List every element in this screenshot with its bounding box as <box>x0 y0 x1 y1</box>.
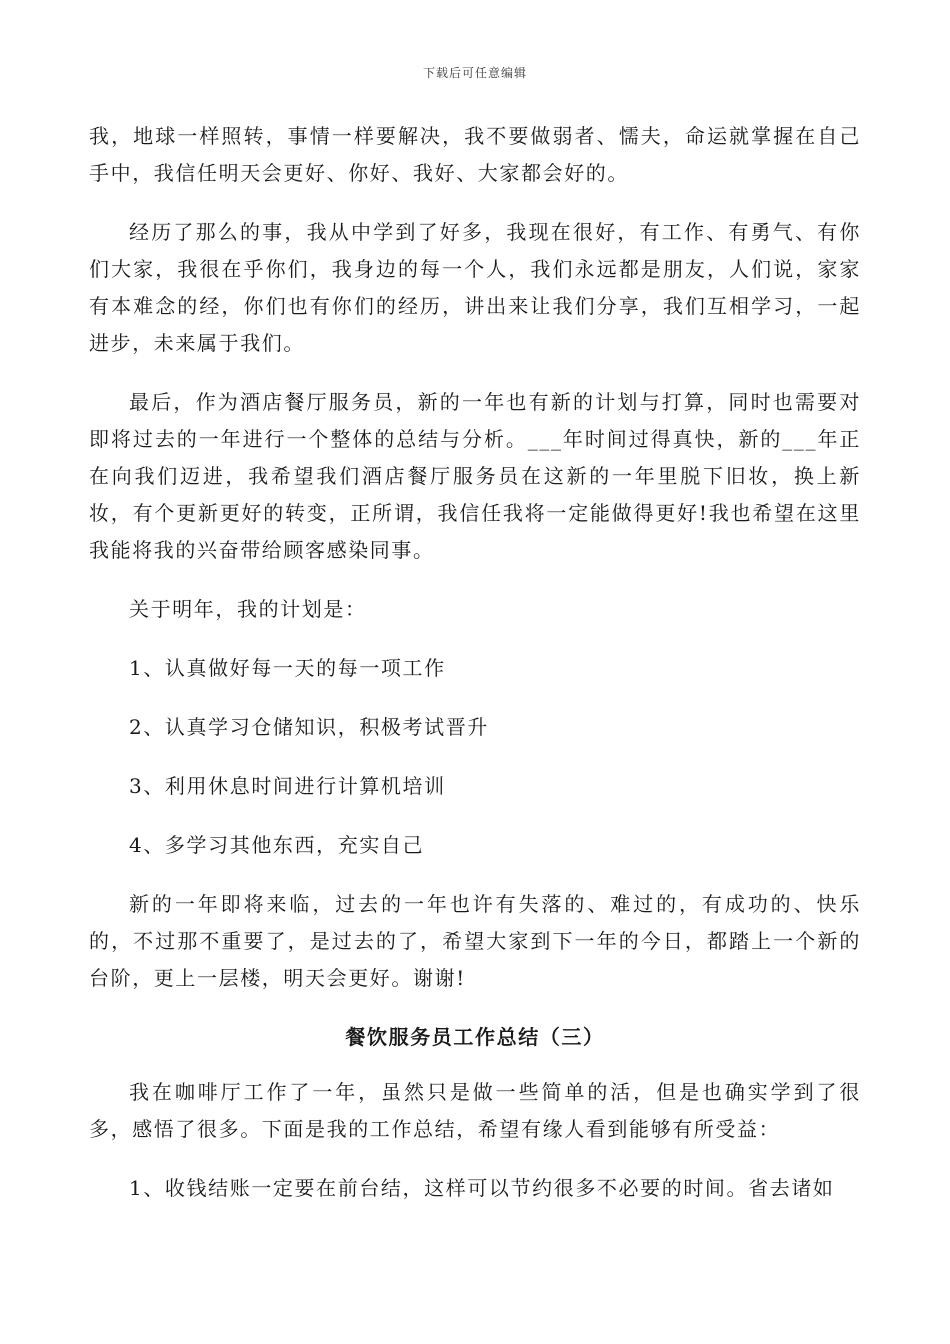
paragraph-5: 新的一年即将来临，过去的一年也许有失落的、难过的，有成功的、快乐的，不过那不重要了，是过去的了，希望大家到下一年的今日，都踏上一个新的台阶，更上一层楼，明天会更好。谢谢! <box>89 892 861 990</box>
list-item: 2、认真学习仓储知识，积极考试晋升 <box>129 715 489 739</box>
paragraph-4: 关于明年，我的计划是： <box>129 597 367 621</box>
list-item: 4、多学习其他东西，充实自己 <box>129 833 425 857</box>
section-heading: 餐饮服务员工作总结（三） <box>345 1025 605 1049</box>
list-item: 1、认真做好每一天的每一项工作 <box>129 656 446 680</box>
paragraph-7: 1、收钱结账一定要在前台结，这样可以节约很多不必要的时间。省去诸如 <box>129 1176 835 1200</box>
list-item: 3、利用休息时间进行计算机培训 <box>129 774 446 798</box>
document-body <box>89 118 861 1229</box>
paragraph-3: 最后，作为酒店餐厅服务员，新的一年也有新的计划与打算，同时也需要对即将过去的一年进行一个整体的总结与分析。___年时间过得真快，新的___年正在向我们迈进，我希望我们酒店餐厅服务员在这新的一年里脱下旧妆，换上新妆，有个更新更好的转变，正所谓，我信任我将一定能做得更好!我也希望在这里我能将我的兴奋带给顾客感染同事。 <box>89 390 861 562</box>
paragraph-2: 经历了那么的事，我从中学到了好多，我现在很好，有工作、有勇气、有你们大家，我很在乎你们，我身边的每一个人，我们永远都是朋友，人们说，家家有本难念的经，你们也有你们的经历，讲出来让我们分享，我们互相学习，一起进步，未来属于我们。 <box>89 220 861 355</box>
paragraph-1: 我，地球一样照转，事情一样要解决，我不要做弱者、懦夫，命运就掌握在自己手中，我信任明天会更好、你好、我好、大家都会好的。 <box>89 124 861 185</box>
paragraph-6: 我在咖啡厅工作了一年，虽然只是做一些简单的活，但是也确实学到了很多，感悟了很多。下面是我的工作总结，希望有缘人看到能够有所受益： <box>89 1080 861 1141</box>
page-header-note: 下载后可任意编辑 <box>422 66 527 80</box>
